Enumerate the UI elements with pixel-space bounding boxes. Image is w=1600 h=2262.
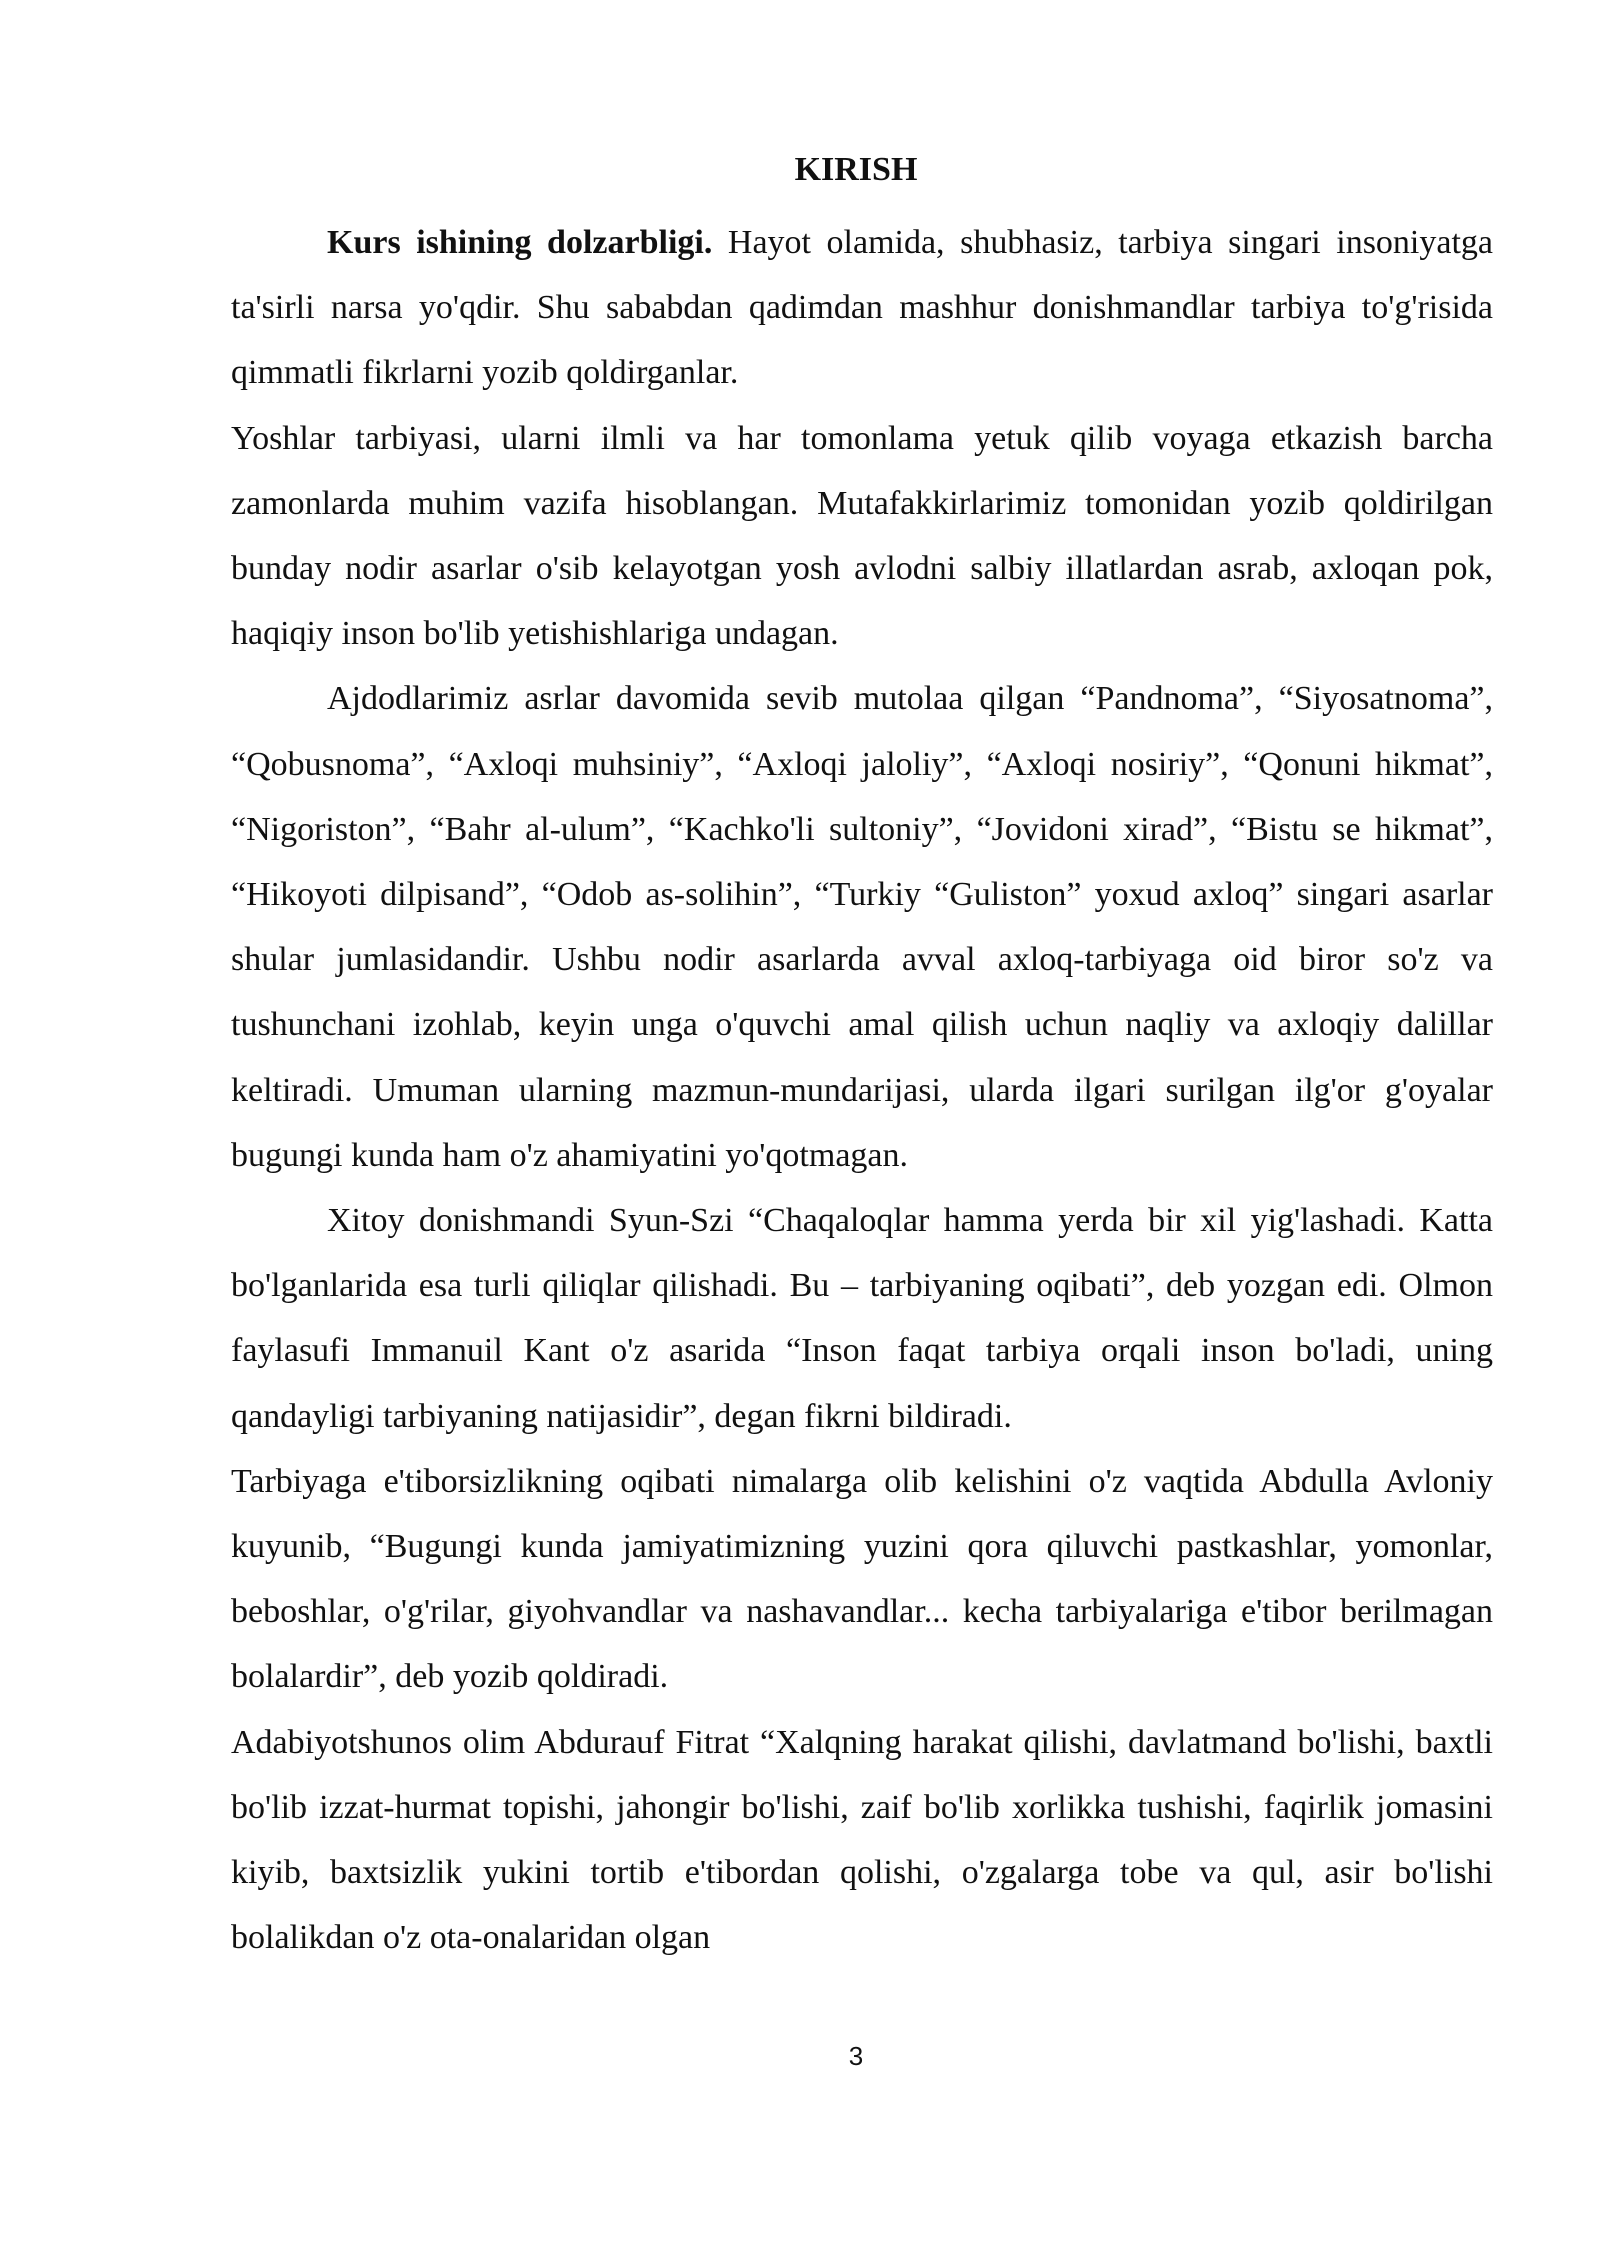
paragraph-youth-upbringing: Yoshlar tarbiyasi, ularni ilmli va har tomonlama yetuk qilib voyaga etkazish barcha zamonlarda muhim vazifa hisoblangan. Mutafakkirlarimiz tomonidan yozib qoldirilgan bunday nodir asarlar o'sib kelayotgan yosh avlodni salbiy illatlardan asrab, axloqan pok, haqiqiy inson bo'lib yetishishlariga undagan.: [231, 419, 1493, 653]
paragraph-relevance: [231, 210, 1493, 406]
paragraph-fitrat: Adabiyotshunos olim Abdurauf Fitrat “Xalqning harakat qilishi, davlatmand bo'lishi, baxtli bo'lib izzat-hurmat topishi, jahongir bo'lishi, zaif bo'lib xorlikka tushishi, faqirlik jomasini kiyib, baxtsizlik yukini tortib e'tibordan qolishi, o'zgalarga tobe va qul, asir bo'lishi bolalikdan o'z ota-onalaridan olgan: [231, 1723, 1493, 1957]
paragraph-text: Hayot olamida, shubhasiz, tarbiya singari insoniyatga ta'sirli narsa yo'qdir. Shu sababdan qadimdan mashhur donishmandlar tarbiya to'g'risida qimmatli fikrlarni yozib qoldirganlar.: [231, 224, 1494, 392]
paragraph-ancestors-works: Ajdodlarimiz asrlar davomida sevib mutolaa qilgan “Pandnoma”, “Siyosatnoma”, “Qobusnoma”, “Axloqi muhsiniy”, “Axloqi jaloliy”, “Axloqi nosiriy”, “Qonuni hikmat”, “Nigoriston”, “Bahr al-ulum”, “Kachko'li sultoniy”, “Jovidoni xirad”, “Bistu se hikmat”, “Hikoyoti dilpisand”, “Odob as-solihin”, “Turkiy “Guliston” yoxud axloq” singari asarlar shular jumlasidandir. Ushbu nodir asarlarda avval axloq-tarbiyaga oid biror so'z va tushunchani izohlab, keyin unga o'quvchi amal qilish uchun naqliy va axloqiy dalillar keltiradi. Umuman ularning mazmun-mundarijasi, ularda ilgari surilgan ilg'or g'oyalar bugungi kunda ham o'z ahamiyatini yo'qotmagan.: [231, 680, 1493, 1174]
page-number: 3: [848, 2041, 864, 2071]
page-heading: KIRISH: [794, 151, 918, 188]
paragraph-avloniy: Tarbiyaga e'tiborsizlikning oqibati nimalarga olib kelishini o'z vaqtida Abdulla Avloniy kuyunib, “Bugungi kunda jamiyatimizning yuzini qora qiluvchi pastkashlar, yomonlar, beboshlar, o'g'rilar, giyohvandlar va nashavandlar... kecha tarbiyalariga e'tibor berilmagan bolalardir”, deb yozib qoldiradi.: [231, 1462, 1493, 1696]
body-text: [231, 210, 1493, 1970]
paragraph-philosophers: Xitoy donishmandi Syun-Szi “Chaqaloqlar hamma yerda bir xil yig'lashadi. Katta bo'lganlarida esa turli qiliqlar qilishadi. Bu – tarbiyaning oqibati”, deb yozgan edi. Olmon faylasufi Immanuil Kant o'z asarida “Inson faqat tarbiya orqali inson bo'ladi, uning qandayligi tarbiyaning natijasidir”, degan fikrni bildiradi.: [231, 1202, 1493, 1435]
paragraph-lead: Kurs ishining dolzarbligi.: [327, 224, 713, 261]
